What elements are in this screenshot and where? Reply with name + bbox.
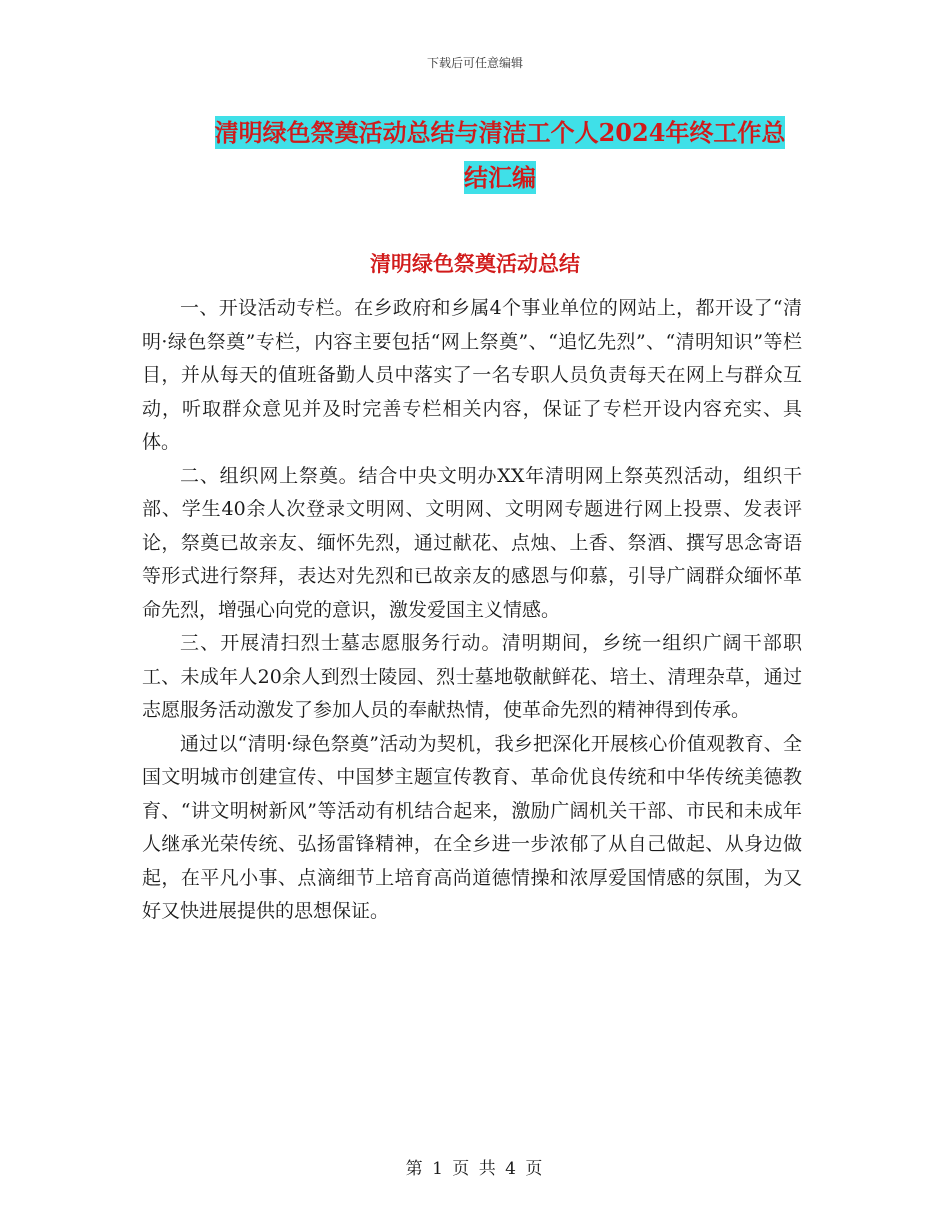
document-title-line-1: 清明绿色祭奠活动总结与清洁工个人2024年终工作总 [214, 118, 786, 147]
paragraph-3: 三、开展清扫烈士墓志愿服务行动。清明期间，乡统一组织广阔干部职工、未成年人20余人到烈士陵园、烈士墓地敬献鲜花、培土、清理杂草，通过志愿服务活动激发了参加人员的奉献热情，使革命先烈的精神得到传承。 [142, 632, 802, 721]
section-title: 清明绿色祭奠活动总结 [370, 251, 580, 276]
document-title [150, 110, 850, 200]
document-title-line-2: 结汇编 [464, 163, 536, 192]
paragraph-1: 一、开设活动专栏。在乡政府和乡属4个事业单位的网站上，都开设了“清明·绿色祭奠”专栏，内容主要包括“网上祭奠”、“追忆先烈”、“清明知识”等栏目，并从每天的值班备勤人员中落实了一名专职人员负责每天在网上与群众互动，听取群众意见并及时完善专栏相关内容，保证了专栏开设内容充实、具体。 [142, 297, 802, 453]
document-body [142, 292, 802, 929]
header-note: 下载后可任意编辑 [426, 56, 523, 70]
page-footer: 第 1 页 共 4 页 [405, 1159, 545, 1179]
paragraph-2: 二、组织网上祭奠。结合中央文明办XX年清明网上祭英烈活动，组织干部、学生40余人次登录文明网、文明网、文明网专题进行网上投票、发表评论，祭奠已故亲友、缅怀先烈，通过献花、点烛、上香、祭酒、撰写思念寄语等形式进行祭拜，表达对先烈和已故亲友的感恩与仰慕，引导广阔群众缅怀革命先烈，增强心向党的意识，激发爱国主义情感。 [142, 464, 802, 621]
paragraph-4: 通过以“清明·绿色祭奠”活动为契机，我乡把深化开展核心价值观教育、全国文明城市创建宣传、中国梦主题宣传教育、革命优良传统和中华传统美德教育、“讲文明树新风”等活动有机结合起来，激励广阔机关干部、市民和未成年人继承光荣传统、弘扬雷锋精神，在全乡进一步浓郁了从自己做起、从身边做起，在平凡小事、点滴细节上培育高尚道德情操和浓厚爱国情感的氛围，为又好又快进展提供的思想保证。 [142, 732, 802, 922]
